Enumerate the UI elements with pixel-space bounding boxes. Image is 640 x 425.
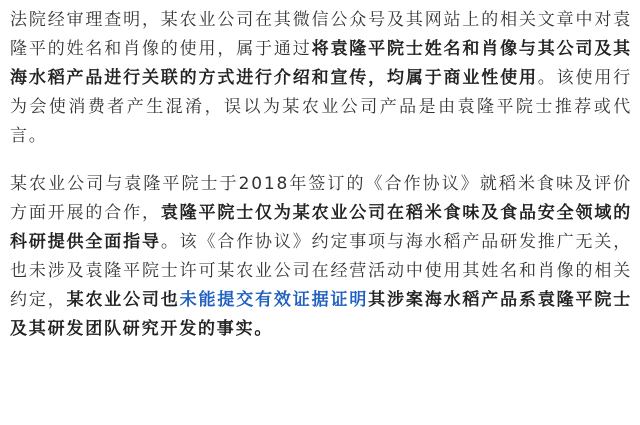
paragraph-1-conclusion: 。该使用行为会使消费者产生混淆，误以为某农业公司产品是由袁隆平院士推荐或代言。 [10, 68, 632, 146]
paragraph-2-bold-emphasis: 袁隆平院士仅为某农业公司在稻米食味及食品安全领域的科研提供全面指导 [10, 203, 633, 252]
paragraph-cooperation-agreement [10, 170, 632, 344]
paragraph-2-agreement-text: 。该《合作协议》约定事项与海水稻产品研发推广无关，也未涉及袁隆平院士许可某农业公司在经营活动中使用其姓名和肖像的相关约定， [10, 232, 633, 310]
paragraph-2-bold-company: 某农业公司也 [66, 290, 180, 310]
paragraph-2-text: 某农业公司与袁隆平院士于2018年签订的《合作协议》就稻米食味及评价方面开展的合作， [10, 174, 632, 223]
paragraph-court-finding [10, 6, 632, 151]
paragraph-2-blue-highlight: 未能提交有效证据证明 [179, 290, 369, 310]
paragraph-2-bold-fact: 其涉案海水稻产品系袁隆平院士及其研发团队研究开发的事实。 [10, 290, 633, 339]
paragraph-1-bold-emphasis: 将袁隆平院士姓名和肖像与其公司及其海水稻产品进行关联的方式进行介绍和宣传，均属于商业性使用 [10, 39, 632, 88]
paragraph-1-text: 法院经审理查明，某农业公司在其微信公众号及其网站上的相关文章中对袁隆平的姓名和肖像的使用，属于通过 [10, 10, 632, 59]
